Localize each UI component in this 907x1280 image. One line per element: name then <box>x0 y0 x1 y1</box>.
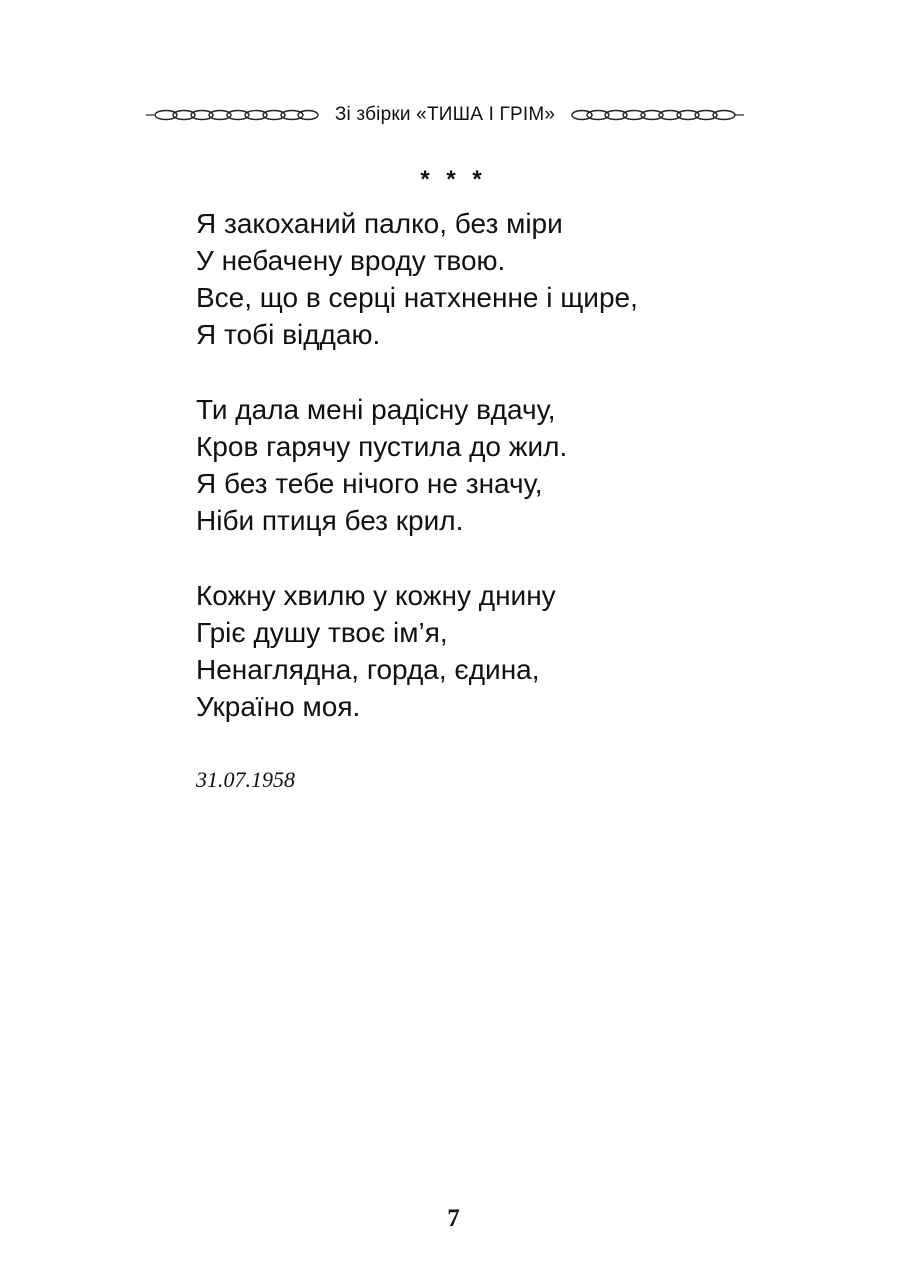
chain-ornament-right-icon <box>569 107 744 123</box>
poem-line: Кожну хвилю у кожну днину <box>196 580 556 611</box>
poem <box>196 205 836 797</box>
running-header <box>120 100 770 130</box>
poem-line: Ненаглядна, горда, єдина, <box>196 654 540 685</box>
poem-line: Кров гарячу пустила до жил. <box>196 431 568 462</box>
poem-separator: * * * <box>420 166 487 193</box>
poem-line: У небачену вроду твою. <box>196 245 506 276</box>
chain-ornament-left-icon <box>146 107 321 123</box>
poem-line: Я тобі віддаю. <box>196 319 381 350</box>
poem-line: Гріє душу твоє ім’я, <box>196 617 448 648</box>
running-header-title: Зі збірки «ТИША І ГРІМ» <box>334 104 556 125</box>
poem-line: Ніби птиця без крил. <box>196 505 464 536</box>
stanza <box>196 391 836 539</box>
poem-line: Все, що в серці натхненне і щире, <box>196 282 638 313</box>
poem-line: Ти дала мені радісну вдачу, <box>196 394 556 425</box>
poem-line: Я без тебе нічого не значу, <box>196 468 543 499</box>
page-number: 7 <box>447 1205 460 1232</box>
poem-line: Україно моя. <box>196 691 361 722</box>
poem-date: 31.07.1958 <box>196 767 295 792</box>
stanza <box>196 205 836 353</box>
poem-line: Я закоханий палко, без міри <box>196 208 563 239</box>
stanza <box>196 577 836 725</box>
